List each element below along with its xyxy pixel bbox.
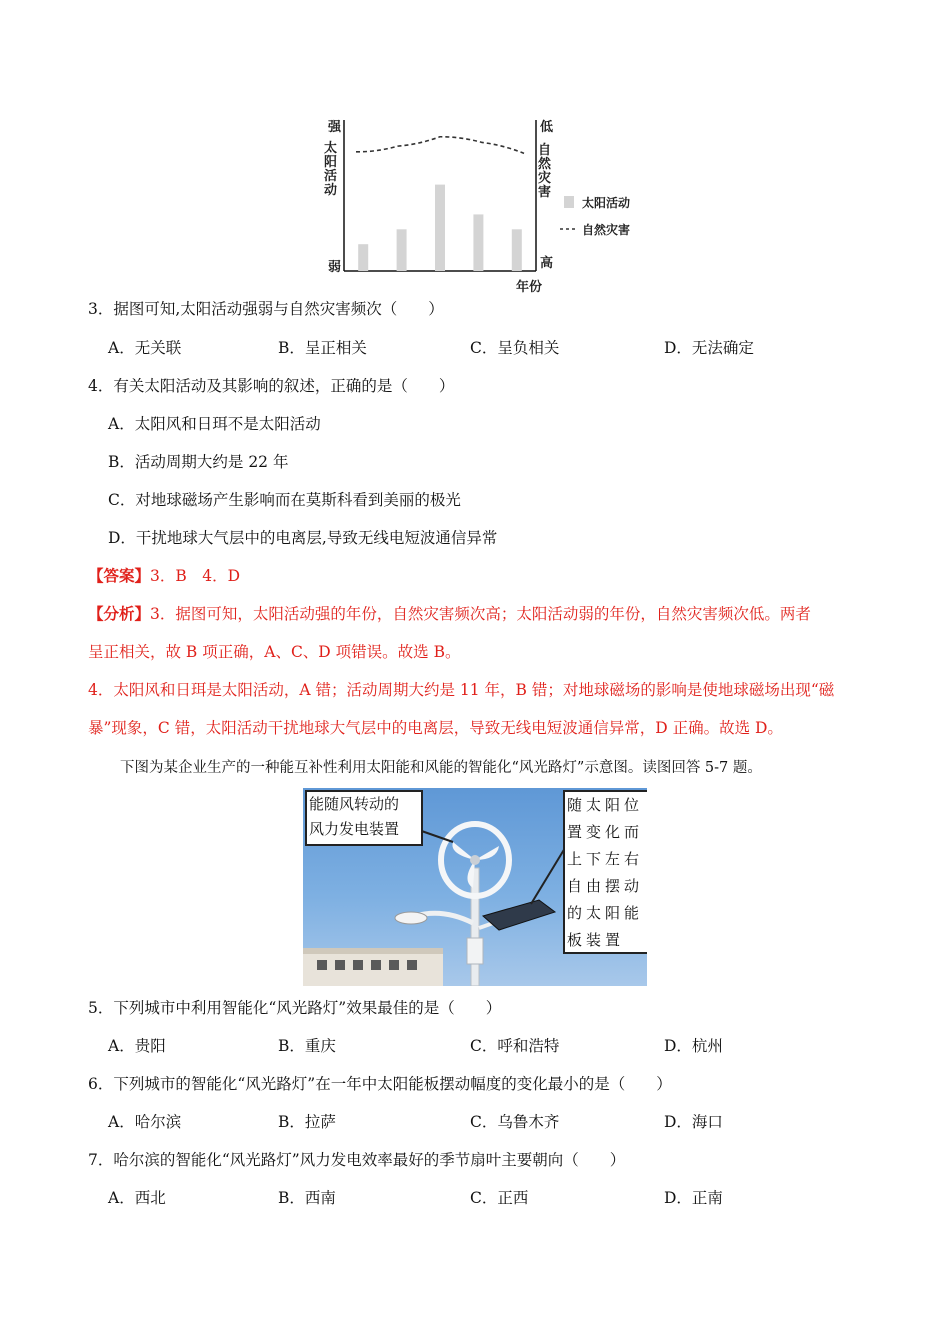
solar-callout-line-6: 板装置 [567,931,625,949]
q3-stem: 3．据图可知,太阳活动强弱与自然灾害频次（ ） [88,300,444,318]
q3-option-b[interactable]: B．呈正相关 [278,339,367,357]
disaster-line [356,137,524,154]
q6-option-c[interactable]: C．乌鲁木齐 [470,1113,560,1131]
solar-panel [483,900,555,930]
left-axis-top-label: 强 [328,120,342,135]
answer-tag: 【答案】 [88,566,151,585]
q3-option-c[interactable]: C．呈负相关 [470,339,560,357]
q3-option-d[interactable]: D．无法确定 [664,339,754,357]
q7-stem: 7．哈尔滨的智能化“风光路灯”风力发电效率最好的季节扇叶主要朝向（ ） [88,1151,626,1169]
solar-activity-bar [512,229,522,271]
solar-disaster-chart [320,108,640,294]
solar-activity-bar [473,214,483,271]
right-axis-top-label: 低 [540,120,554,135]
q7-option-c[interactable]: C．正西 [470,1189,529,1207]
answer-line [88,566,240,586]
analysis-text-4: 暴”现象，C 错，太阳活动干扰地球大气层中的电离层，导致无线电短波通信异常，D 正确。故选 D。 [88,719,783,737]
left-axis-bottom-label: 弱 [328,260,342,275]
wind-callout-line-1: 能随风转动的 [309,795,400,813]
q5-option-b[interactable]: B．重庆 [278,1037,336,1055]
q7-option-a[interactable]: A．西北 [108,1189,166,1207]
analysis-tag: 【分析】 [88,604,151,623]
q5-stem: 5．下列城市中利用智能化“风光路灯”效果最佳的是（ ） [88,999,502,1017]
analysis-line-1 [88,604,811,624]
q4-option-d[interactable]: D．干扰地球大气层中的电离层,导致无线电短波通信异常 [108,529,498,547]
q4-option-b[interactable]: B．活动周期大约是 22 年 [108,453,289,471]
q5-option-d[interactable]: D．杭州 [664,1037,723,1055]
q5-option-c[interactable]: C．呼和浩特 [470,1037,560,1055]
q6-stem: 6．下列城市的智能化“风光路灯”在一年中太阳能板摆动幅度的变化最小的是（ ） [88,1075,672,1093]
right-axis-bottom-label: 高 [540,256,554,271]
analysis-text-3: 4．太阳风和日珥是太阳活动，A 错；活动周期大约是 11 年，B 错；对地球磁场的影响是使地球磁场出现“磁 [88,681,835,699]
legend-solar-swatch [564,196,574,208]
solar-activity-bar [358,244,368,271]
q6-option-b[interactable]: B．拉萨 [278,1113,336,1131]
wind-device-callout [305,790,423,846]
lamp-head [395,912,427,924]
q6-option-a[interactable]: A．哈尔滨 [108,1113,182,1131]
q7-option-d[interactable]: D．正南 [664,1189,723,1207]
wind-callout-line-2: 风力发电装置 [309,820,400,838]
solar-callout-line-3: 上下左右 [567,850,644,868]
analysis-text-2: 呈正相关，故 B 项正确，A、C、D 项错误。故选 B。 [88,643,461,661]
q3-option-a[interactable]: A．无关联 [108,339,182,357]
q5-option-a[interactable]: A．贵阳 [108,1037,166,1055]
q4-stem: 4．有关太阳活动及其影响的叙述，正确的是（ ） [88,377,455,395]
q4-option-c[interactable]: C．对地球磁场产生影响而在莫斯科看到美丽的极光 [108,491,461,509]
intro-text: 下图为某企业生产的一种能互补性利用太阳能和风能的智能化“风光路灯”示意图。读图回答 5-7 题。 [120,760,762,776]
solar-activity-bar [397,229,407,271]
solar-callout-line-1: 随太阳位 [567,796,644,814]
analysis-text-1: 3．据图可知，太阳活动强的年份，自然灾害频次高；太阳活动弱的年份，自然灾害频次低。两者 [150,605,811,623]
q4-option-a[interactable]: A．太阳风和日珥不是太阳活动 [108,415,321,433]
legend-solar-label: 太阳活动 [582,196,631,210]
answer-text: 3．B 4．D [150,567,241,585]
legend-disaster-label: 自然灾害 [582,223,631,237]
solar-callout-line-5: 的太阳能 [567,904,644,922]
right-axis-title: 自然灾害 [538,143,552,200]
solar-activity-bar [435,185,445,271]
x-axis-title: 年份 [516,280,543,295]
solar-callout-line-4: 自由摆动 [567,877,644,895]
solar-device-callout [563,790,647,954]
wind-solar-streetlight-image [303,788,647,986]
solar-callout-line-2: 置变化而 [567,823,644,841]
left-axis-title: 太阳活动 [324,141,338,198]
q7-option-b[interactable]: B．西南 [278,1189,336,1207]
q6-option-d[interactable]: D．海口 [664,1113,723,1131]
